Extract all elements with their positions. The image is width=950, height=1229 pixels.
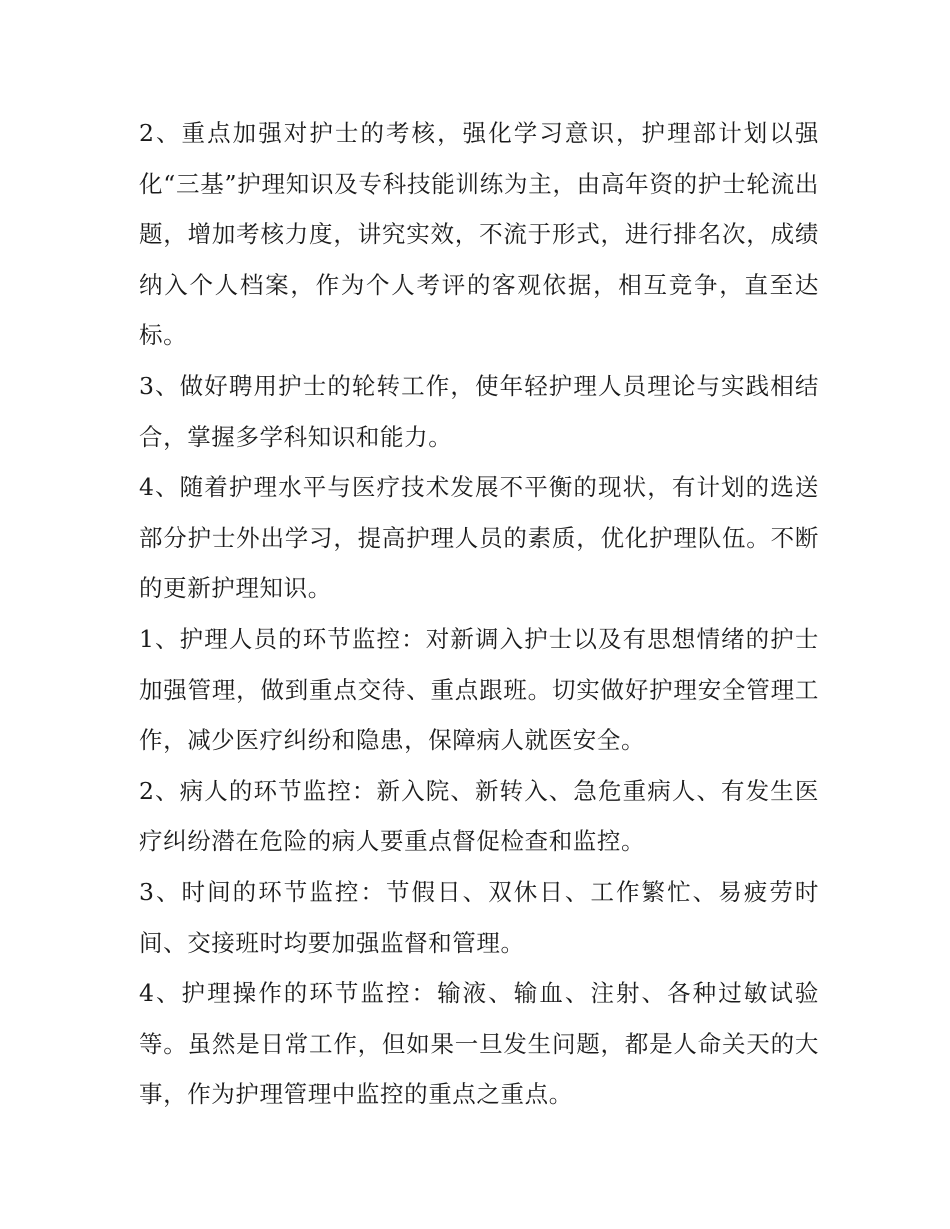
paragraph-assessment: 2、重点加强对护士的考核，强化学习意识，护理部计划以强化“三基”护理知识及专科技能训练为主，由高年资的护士轮流出题，增加考核力度，讲究实效，不流于形式，进行排名次，成绩纳入个人档案，作为个人考评的客观依据，相互竞争，直至达标。 (139, 119, 819, 350)
paragraph-rotation: 3、做好聘用护士的轮转工作，使年轻护理人员理论与实践相结合，掌握多学科知识和能力。 (139, 371, 819, 451)
paragraph-staff-monitoring: 1、护理人员的环节监控：对新调入护士以及有思想情绪的护士加强管理，做到重点交待、重点跟班。切实做好护理安全管理工作，减少医疗纠纷和隐患，保障病人就医安全。 (139, 624, 819, 755)
paragraph-training: 4、随着护理水平与医疗技术发展不平衡的现状，有计划的选送部分护士外出学习，提高护理人员的素质，优化护理队伍。不断的更新护理知识。 (139, 473, 819, 603)
document-body (139, 108, 819, 1120)
paragraph-operation-monitoring: 4、护理操作的环节监控：输液、输血、注射、各种过敏试验等。虽然是日常工作，但如果一旦发生问题，都是人命关天的大事，作为护理管理中监控的重点之重点。 (139, 979, 819, 1109)
paragraph-time-monitoring: 3、时间的环节监控：节假日、双休日、工作繁忙、易疲劳时间、交接班时均要加强监督和管理。 (139, 877, 819, 957)
paragraph-patient-monitoring: 2、病人的环节监控：新入院、新转入、急危重病人、有发生医疗纠纷潜在危险的病人要重点督促检查和监控。 (139, 776, 819, 856)
